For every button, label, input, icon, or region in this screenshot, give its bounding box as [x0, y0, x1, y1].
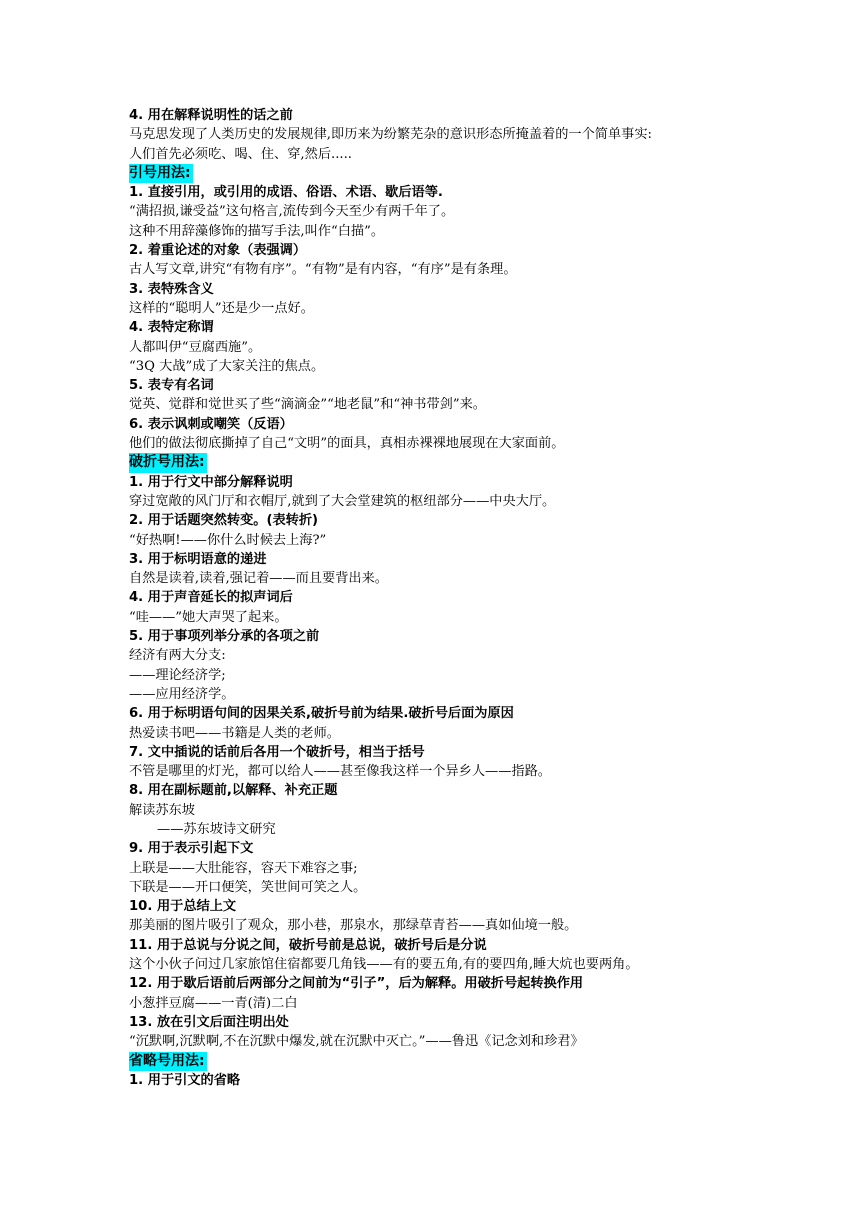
rule-heading: 3. 用于标明语意的递进 — [129, 551, 267, 567]
rule-heading: 11. 用于总说与分说之间，破折号前是总说，破折号后是分说 — [129, 937, 487, 953]
example-text: 解读苏东坡 — [129, 802, 195, 818]
example-text: 人都叫伊“豆腐西施”。 — [129, 339, 262, 355]
example-text: 马克思发现了人类历史的发展规律,即历来为纷繁芜杂的意识形态所掩盖着的一个简单事实: — [129, 127, 652, 143]
rule-heading: 4. 表特定称谓 — [129, 320, 214, 336]
example-text: 觉英、觉群和觉世买了些“滴滴金”“地老鼠”和“神书带剑”来。 — [129, 397, 486, 413]
rule-heading: 4. 用于声音延长的拟声词后 — [129, 590, 293, 606]
rule-heading: 9. 用于表示引起下文 — [129, 841, 254, 857]
example-text: 自然是读着,读着,强记着——而且要背出来。 — [129, 571, 388, 587]
example-text: 下联是——开口便笑，笑世间可笑之人。 — [129, 879, 367, 895]
section-title-ellipsis: 省略号用法: — [129, 1052, 207, 1071]
rule-heading: 7. 文中插说的话前后各用一个破折号，相当于括号 — [129, 744, 425, 760]
rule-heading: 2. 用于话题突然转变。(表转折) — [129, 513, 319, 529]
rule-heading: 1. 用于行文中部分解释说明 — [129, 474, 293, 490]
example-text: “3Q 大战”成了大家关注的焦点。 — [129, 358, 325, 374]
example-text: 这个小伙子问过几家旅馆住宿都要几角钱——有的要五角,有的要四角,睡大炕也要两角。 — [129, 957, 639, 973]
example-text: 这种不用辞藻修饰的描写手法,叫作“白描”。 — [129, 223, 385, 239]
example-text: 不管是哪里的灯光，都可以给人——甚至像我这样一个异乡人——指路。 — [129, 764, 551, 780]
rule-heading: 5. 用于事项列举分承的各项之前 — [129, 629, 320, 645]
rule-heading: 10. 用于总结上文 — [129, 899, 237, 915]
example-text: ——理论经济学; — [129, 667, 226, 683]
heading-explanation: 4. 用在解释说明性的话之前 — [129, 108, 293, 123]
rule-heading: 8. 用在副标题前,以解释、补充正题 — [129, 783, 338, 799]
rule-heading: 1. 直接引用，或引用的成语、俗语、术语、歇后语等. — [129, 185, 443, 201]
example-text: “哇——”她大声哭了起来。 — [129, 609, 288, 625]
section-title-quotes: 引号用法: — [129, 164, 193, 183]
example-text: “沉默啊,沉默啊,不在沉默中爆发,就在沉默中灭亡。”——鲁迅《记念刘和珍君》 — [129, 1034, 584, 1050]
example-text: 人们首先必须吃、喝、住、穿,然后..... — [129, 146, 352, 162]
example-text: “满招损,谦受益”这句格言,流传到今天至少有两千年了。 — [129, 204, 455, 220]
rule-heading: 3. 表特殊含义 — [129, 281, 214, 297]
example-text: 上联是——大肚能容，容天下难容之事; — [129, 860, 358, 876]
example-text: 那美丽的图片吸引了观众，那小巷，那泉水，那绿草青苔——真如仙境一般。 — [129, 918, 578, 934]
example-text: ——应用经济学。 — [129, 686, 235, 702]
rule-heading: 13. 放在引文后面注明出处 — [129, 1014, 289, 1030]
section-title-dash: 破折号用法: — [129, 453, 207, 472]
example-text: 古人写文章,讲究“有物有序”。“有物”是有内容，“有序”是有条理。 — [129, 262, 517, 278]
rule-heading: 6. 用于标明语句间的因果关系,破折号前为结果.破折号后面为原因 — [129, 706, 514, 722]
rule-heading: 2. 着重论述的对象（表强调） — [129, 243, 307, 259]
document-page — [129, 106, 769, 1090]
example-text: 经济有两大分支: — [129, 648, 226, 664]
example-text: “好热啊!——你什么时候去上海?” — [129, 532, 327, 548]
example-text: 热爱读书吧——书籍是人类的老师。 — [129, 725, 340, 741]
rule-heading: 5. 表专有名词 — [129, 378, 214, 394]
example-text: 这样的“聪明人”还是少一点好。 — [129, 300, 314, 316]
example-text: 他们的做法彻底撕掉了自己“文明”的面具，真相赤裸裸地展现在大家面前。 — [129, 436, 565, 452]
example-subtitle: ——苏东坡诗文研究 — [157, 821, 276, 837]
rule-heading: 1. 用于引文的省略 — [129, 1072, 241, 1088]
rule-heading: 12. 用于歇后语前后两部分之间前为“引子”，后为解释。用破折号起转换作用 — [129, 976, 584, 992]
rule-heading: 6. 表示讽刺或嘲笑（反语） — [129, 416, 293, 432]
example-text: 穿过宽敞的风门厅和衣帽厅,就到了大会堂建筑的枢纽部分——中央大厅。 — [129, 493, 556, 509]
example-text: 小葱拌豆腐——一青(清)二白 — [129, 995, 298, 1011]
